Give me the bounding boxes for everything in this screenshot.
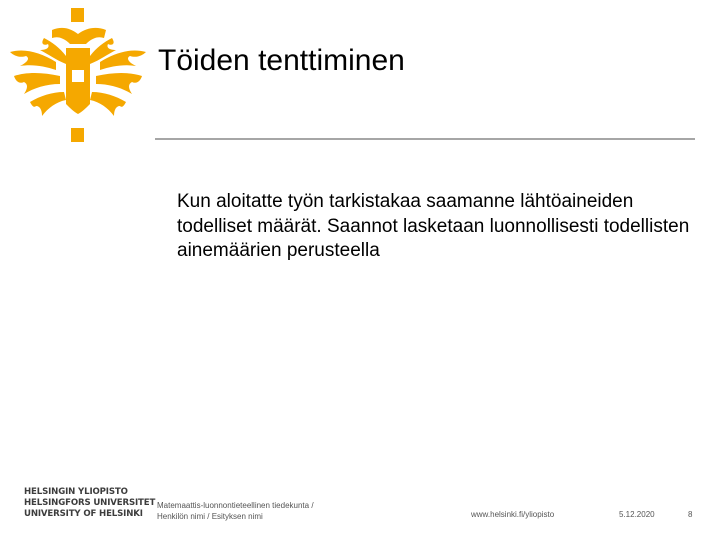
university-name-english: UNIVERSITY OF HELSINKI bbox=[24, 509, 143, 519]
footer-department bbox=[157, 500, 314, 522]
slide-body-text: Kun aloitatte työn tarkistakaa saamanne lähtöaineiden todelliset määrät. Saannot lasketaan luonnollisesti todellisten ainemäärien perusteella bbox=[177, 191, 690, 261]
footer-url: www.helsinki.fi/yliopisto bbox=[471, 510, 555, 519]
helsinki-flame-torch-icon bbox=[4, 4, 152, 144]
footer-page-number: 8 bbox=[688, 510, 693, 519]
footer-department-line: Matemaattis-luonnontieteellinen tiedekunta / bbox=[157, 501, 314, 510]
title-divider bbox=[155, 138, 695, 140]
footer-presenter-line: Henkilön nimi / Esityksen nimi bbox=[157, 512, 263, 521]
university-name-block bbox=[24, 487, 155, 520]
footer-date: 5.12.2020 bbox=[619, 510, 655, 519]
university-name-finnish: HELSINGIN YLIOPISTO bbox=[24, 487, 128, 497]
university-name-swedish: HELSINGFORS UNIVERSITET bbox=[24, 498, 156, 508]
slide-title: Töiden tenttiminen bbox=[158, 44, 405, 77]
